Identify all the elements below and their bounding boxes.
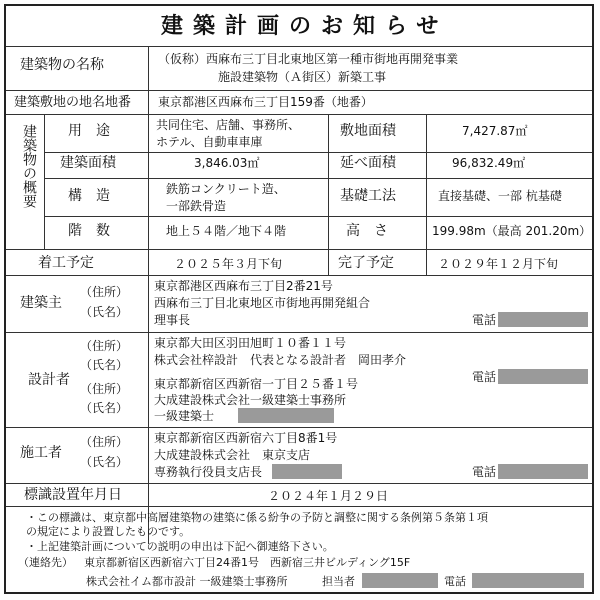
divider [6,114,592,115]
divider [6,46,592,47]
site-address-value: 東京都港区西麻布三丁目159番（地番） [158,95,373,109]
divider [6,483,592,484]
redacted-phone [498,369,588,384]
designer-title-2: 一級建築士 [154,409,215,423]
building-area-label: 建築面積 [60,155,116,171]
contractor-name-label: （氏名） [80,455,129,469]
divider [6,249,592,250]
structure-line1: 鉄筋コンクリート造、 [166,182,286,196]
divider [148,90,149,114]
owner-title: 理事長 [154,313,191,327]
owner-address: 東京都港区西麻布三丁目2番21号 [154,279,333,293]
redacted-name [272,464,342,479]
structure-line2: 一部鉄骨造 [166,199,227,213]
designer-address-label-2: （住所） [80,382,129,396]
redacted-name [362,573,438,588]
divider [6,275,592,276]
start-label: 着工予定 [38,255,94,271]
divider [148,275,149,544]
note-line2: の規定により設置したものです。 [26,525,191,538]
redacted-name [238,408,334,423]
divider [44,152,592,153]
use-label: 用 途 [68,123,110,139]
divider [6,506,592,507]
divider [6,427,592,428]
floors-value: 地上５４階／地下４階 [166,224,287,238]
contractor-address-label: （住所） [80,435,129,449]
contractor-label: 施工者 [20,445,62,461]
site-area-label: 敷地面積 [340,123,396,139]
redacted-phone [498,312,588,327]
contact-phone-label: 電話 [444,575,466,588]
divider [44,178,592,179]
divider [148,114,149,249]
floor-area-label: 延べ面積 [340,155,396,171]
site-address-label: 建築敷地の地名地番 [14,95,132,110]
end-label: 完了予定 [338,255,394,271]
contractor-phone-label: 電話 [472,465,497,479]
structure-label: 構 造 [68,188,110,204]
divider [426,114,427,249]
contact-person-label: 担当者 [322,575,355,588]
floor-area-value: 96,832.49㎡ [452,156,526,170]
floors-label: 階 数 [68,223,110,239]
owner-phone-label: 電話 [472,313,497,327]
owner-name-label: （氏名） [80,305,129,319]
contact-company: 株式会社イム都市設計 一級建築士事務所 [86,575,288,588]
building-name-label: 建築物の名称 [20,57,104,73]
redacted-phone [498,464,588,479]
owner-name: 西麻布三丁目北東地区市街地再開発組合 [154,296,371,310]
redacted-phone [472,573,584,588]
contractor-address: 東京都新宿区西新宿六丁目8番1号 [154,431,338,445]
note-line1: ・この標識は、東京都中高層建築物の建築に係る紛争の予防と調整に関する条例第５条第１項 [26,511,488,524]
divider [148,46,149,90]
height-label: 高 さ [346,223,388,239]
overview-group-label: 建築物の概要 [21,124,37,208]
contact-address: 東京都新宿区西新宿六丁目24番1号 西新宿三井ビルディング15F [84,556,411,569]
use-line1: 共同住宅、店舗、事務所、 [156,118,301,132]
owner-address-label: （住所） [80,285,129,299]
contractor-name: 大成建設株式会社 東京支店 [154,448,311,462]
building-name-line2: 施設建築物（Ａ街区）新築工事 [218,70,387,84]
designer-name-2: 大成建設株式会社一級建築士事務所 [154,393,347,407]
foundation-value: 直接基礎、一部 杭基礎 [438,189,562,203]
building-area-value: 3,846.03㎡ [194,156,260,170]
start-value: ２０２５年３月下旬 [174,257,283,271]
posted-value: ２０２４年１月２９日 [268,489,389,503]
notice-sign [4,4,594,594]
designer-name-label-2: （氏名） [80,401,129,415]
posted-label: 標識設置年月日 [24,487,122,503]
divider [44,114,45,249]
designer-phone-label: 電話 [472,370,497,384]
end-value: ２０２９年１２月下旬 [438,257,559,271]
designer-address-1: 東京都大田区羽田旭町１０番１１号 [154,336,347,350]
site-area-value: 7,427.87㎡ [462,124,528,138]
building-name-line1: （仮称）西麻布三丁目北東地区第一種市街地再開発事業 [158,52,459,66]
divider [328,114,329,249]
designer-label: 設計者 [28,372,70,388]
note-line3: ・上記建築計画についての説明の申出は下記へ御連絡下さい。 [26,540,334,553]
foundation-label: 基礎工法 [340,188,396,204]
divider [6,90,592,91]
divider [6,332,592,333]
divider [328,249,329,275]
designer-address-2: 東京都新宿区西新宿一丁目２５番１号 [154,377,359,391]
sign-title: 建築計画のお知らせ [161,14,449,39]
owner-label: 建築主 [20,295,62,311]
contact-label: （連絡先） [18,556,73,569]
divider [426,249,427,275]
divider [44,216,592,217]
height-value: 199.98m（最高 201.20m） [432,224,592,238]
divider [148,249,149,275]
use-line2: ホテル、自動車車庫 [156,135,263,149]
designer-name-label-1: （氏名） [80,358,129,372]
designer-address-label-1: （住所） [80,339,129,353]
designer-name-1: 株式会社梓設計 代表となる設計者 岡田孝介 [154,353,407,367]
contractor-title: 専務執行役員支店長 [154,465,263,479]
